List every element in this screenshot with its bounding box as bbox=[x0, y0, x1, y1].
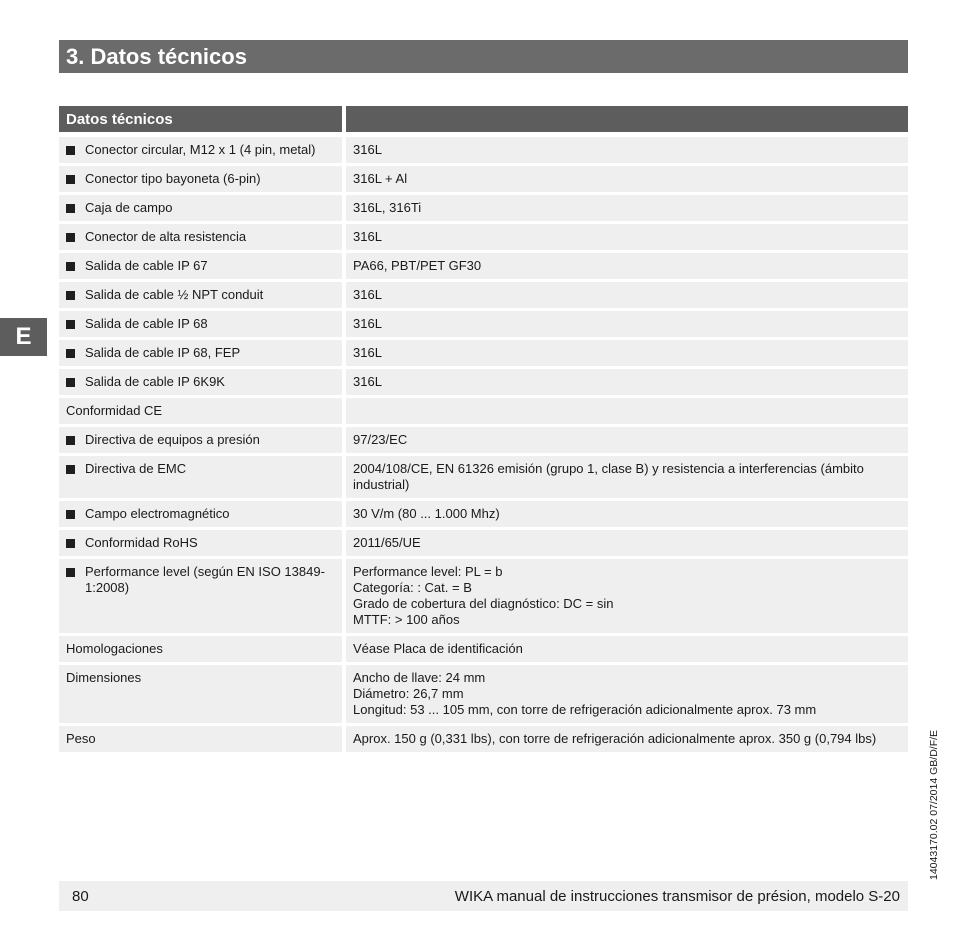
row-value-line: Ancho de llave: 24 mm bbox=[353, 670, 486, 685]
row-label-cell bbox=[59, 395, 346, 424]
row-label-cell bbox=[59, 498, 346, 527]
row-label-cell bbox=[59, 556, 346, 633]
row-value-line: MTTF: > 100 años bbox=[353, 612, 460, 627]
square-bullet-icon bbox=[66, 349, 75, 358]
square-bullet-icon bbox=[66, 436, 75, 445]
bullet-item bbox=[66, 171, 335, 187]
square-bullet-icon bbox=[66, 320, 75, 329]
row-value-line: Véase Placa de identificación bbox=[353, 641, 523, 656]
language-tab: E bbox=[0, 318, 47, 356]
row-label-cell bbox=[59, 453, 346, 498]
table-body bbox=[59, 132, 908, 752]
table-row bbox=[59, 279, 908, 308]
row-value-cell bbox=[346, 527, 908, 556]
row-label-cell bbox=[59, 221, 346, 250]
row-label-cell bbox=[59, 337, 346, 366]
bullet-item bbox=[66, 142, 335, 158]
table-row bbox=[59, 633, 908, 662]
table-row bbox=[59, 221, 908, 250]
table-row bbox=[59, 163, 908, 192]
row-label: Peso bbox=[66, 731, 96, 746]
bullet-item bbox=[66, 287, 335, 303]
row-label: Conector circular, M12 x 1 (4 pin, metal) bbox=[85, 142, 316, 157]
bullet-item bbox=[66, 345, 335, 361]
row-label-cell bbox=[59, 633, 346, 662]
square-bullet-icon bbox=[66, 510, 75, 519]
bullet-item bbox=[66, 374, 335, 390]
row-label: Salida de cable ½ NPT conduit bbox=[85, 287, 264, 302]
row-label: Salida de cable IP 68 bbox=[85, 316, 208, 331]
row-label-cell bbox=[59, 163, 346, 192]
row-value-cell bbox=[346, 723, 908, 752]
bullet-item bbox=[66, 432, 335, 448]
row-label: Dimensiones bbox=[66, 670, 142, 685]
row-value-line: Categoría: : Cat. = B bbox=[353, 580, 472, 595]
row-value-line: 316L bbox=[353, 345, 382, 360]
row-value-cell bbox=[346, 308, 908, 337]
row-label: Conformidad RoHS bbox=[85, 535, 198, 550]
row-value-line: 97/23/EC bbox=[353, 432, 408, 447]
row-label: Conformidad CE bbox=[66, 403, 163, 418]
row-value-cell bbox=[346, 395, 908, 424]
row-value-line: Longitud: 53 ... 105 mm, con torre de refrigeración adicionalmente aprox. 73 mm bbox=[353, 702, 817, 717]
table-row bbox=[59, 498, 908, 527]
row-label: Conector tipo bayoneta (6-pin) bbox=[85, 171, 261, 186]
row-value-line: 2004/108/CE, EN 61326 emisión (grupo 1, clase B) y resistencia a interferencias (ámbito industrial) bbox=[353, 461, 864, 492]
square-bullet-icon bbox=[66, 568, 75, 577]
row-label-cell bbox=[59, 308, 346, 337]
footer-title: WIKA manual de instrucciones transmisor de présion, modelo S-20 bbox=[454, 887, 900, 905]
table-row bbox=[59, 453, 908, 498]
row-label: Homologaciones bbox=[66, 641, 163, 656]
row-value-cell bbox=[346, 633, 908, 662]
square-bullet-icon bbox=[66, 233, 75, 242]
row-label-cell bbox=[59, 662, 346, 723]
row-label-cell bbox=[59, 132, 346, 163]
row-label: Caja de campo bbox=[85, 200, 173, 215]
row-value-cell bbox=[346, 250, 908, 279]
row-label-cell bbox=[59, 279, 346, 308]
bullet-item bbox=[66, 564, 335, 596]
row-value-line: 2011/65/UE bbox=[353, 535, 421, 550]
table-row bbox=[59, 556, 908, 633]
bullet-item bbox=[66, 258, 335, 274]
row-label: Campo electromagnético bbox=[85, 506, 230, 521]
row-value-line: Grado de cobertura del diagnóstico: DC = sin bbox=[353, 596, 614, 611]
square-bullet-icon bbox=[66, 465, 75, 474]
row-value-cell bbox=[346, 192, 908, 221]
page-number: 80 bbox=[72, 887, 89, 905]
table-header-value bbox=[346, 106, 908, 132]
row-value-line: 316L + Al bbox=[353, 171, 408, 186]
row-value-cell bbox=[346, 163, 908, 192]
row-value-cell bbox=[346, 221, 908, 250]
table-row bbox=[59, 132, 908, 163]
bullet-item bbox=[66, 461, 335, 477]
row-value-line: 30 V/m (80 ... 1.000 Mhz) bbox=[353, 506, 500, 521]
square-bullet-icon bbox=[66, 262, 75, 271]
row-label: Directiva de equipos a presión bbox=[85, 432, 260, 447]
row-value-line: Performance level: PL = b bbox=[353, 564, 503, 579]
row-value-line: PA66, PBT/PET GF30 bbox=[353, 258, 482, 273]
row-label: Conector de alta resistencia bbox=[85, 229, 247, 244]
row-value-cell bbox=[346, 337, 908, 366]
page-footer bbox=[59, 881, 908, 911]
table-header-label: Datos técnicos bbox=[59, 106, 346, 132]
table-row bbox=[59, 424, 908, 453]
table-row bbox=[59, 366, 908, 395]
square-bullet-icon bbox=[66, 539, 75, 548]
row-value-line: 316L bbox=[353, 287, 382, 302]
table-row bbox=[59, 723, 908, 752]
row-value-line: 316L bbox=[353, 229, 382, 244]
row-label: Salida de cable IP 67 bbox=[85, 258, 208, 273]
row-value-line: 316L bbox=[353, 316, 382, 331]
section-title: 3. Datos técnicos bbox=[59, 40, 908, 73]
table-row bbox=[59, 527, 908, 556]
technical-data-table bbox=[59, 106, 908, 752]
row-value-cell bbox=[346, 498, 908, 527]
row-value-cell bbox=[346, 453, 908, 498]
row-value-cell bbox=[346, 366, 908, 395]
row-label-cell bbox=[59, 723, 346, 752]
row-value-line bbox=[353, 403, 901, 419]
row-label-cell bbox=[59, 192, 346, 221]
bullet-item bbox=[66, 506, 335, 522]
row-value-line: 316L bbox=[353, 374, 382, 389]
row-label-cell bbox=[59, 527, 346, 556]
row-value-line: Aprox. 150 g (0,331 lbs), con torre de refrigeración adicionalmente aprox. 350 g (0,794 lbs) bbox=[353, 731, 877, 746]
row-label-cell bbox=[59, 424, 346, 453]
bullet-item bbox=[66, 535, 335, 551]
table-row bbox=[59, 662, 908, 723]
row-value-cell bbox=[346, 424, 908, 453]
row-value-cell bbox=[346, 662, 908, 723]
row-value-cell bbox=[346, 556, 908, 633]
table-row bbox=[59, 308, 908, 337]
row-label: Salida de cable IP 6K9K bbox=[85, 374, 225, 389]
table-row bbox=[59, 250, 908, 279]
row-label: Salida de cable IP 68, FEP bbox=[85, 345, 241, 360]
bullet-item bbox=[66, 316, 335, 332]
bullet-item bbox=[66, 229, 335, 245]
row-value-cell bbox=[346, 279, 908, 308]
row-label-cell bbox=[59, 366, 346, 395]
square-bullet-icon bbox=[66, 291, 75, 300]
table-header-row bbox=[59, 106, 908, 132]
row-value-line: 316L, 316Ti bbox=[353, 200, 422, 215]
square-bullet-icon bbox=[66, 175, 75, 184]
square-bullet-icon bbox=[66, 204, 75, 213]
row-label: Directiva de EMC bbox=[85, 461, 187, 476]
document-code: 14043170.02 07/2014 GB/D/F/E bbox=[928, 729, 940, 880]
row-value-cell bbox=[346, 132, 908, 163]
bullet-item bbox=[66, 200, 335, 216]
table-row bbox=[59, 395, 908, 424]
table-row bbox=[59, 337, 908, 366]
square-bullet-icon bbox=[66, 378, 75, 387]
row-label: Performance level (según EN ISO 13849-1:2008) bbox=[85, 564, 325, 595]
row-label-cell bbox=[59, 250, 346, 279]
row-value-line: 316L bbox=[353, 142, 382, 157]
row-value-line: Diámetro: 26,7 mm bbox=[353, 686, 464, 701]
table-row bbox=[59, 192, 908, 221]
square-bullet-icon bbox=[66, 146, 75, 155]
